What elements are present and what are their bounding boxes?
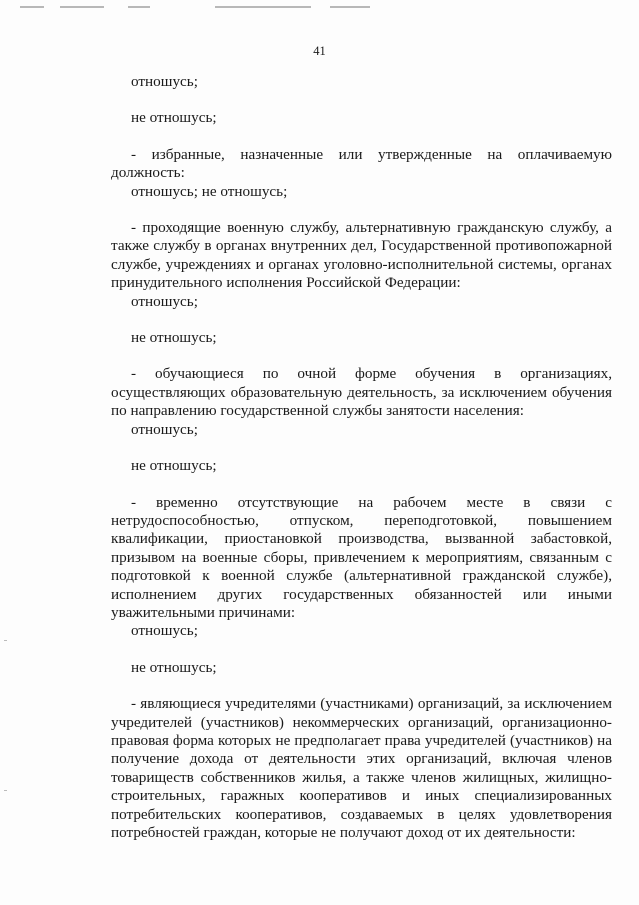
response-option: не отношусь; (131, 658, 217, 676)
response-option: не отношусь; (131, 457, 217, 475)
page-number: 41 (313, 44, 326, 58)
scan-artifact (4, 640, 7, 641)
category-paragraph: - временно отсутствующие на рабочем месте в связи с нетрудоспособностью, отпуском, переподготовкой, повышением квалификации, приостановкой производства, вызванной забастовкой, призывом на военные сборы, привлечением к мероприятиям, связанным с подготовкой к военной службе (альтернативной гражданской службе), исполнением других государственных обязанностей или иными уважительными причинами: (111, 493, 612, 621)
response-option: отношусь; не отношусь; (131, 182, 288, 200)
scan-artifact (128, 6, 150, 8)
document-body (111, 73, 612, 842)
response-option: не отношусь; (131, 329, 217, 347)
category-paragraph: - избранные, назначенные или утвержденные на оплачиваемую должность: (111, 145, 612, 182)
response-option: отношусь; (131, 292, 198, 310)
category-paragraph: - являющиеся учредителями (участниками) организаций, за исключением учредителей (участников) некоммерческих организаций, организационно-правовая форма которых не предполагает права учредителей (участников) на получение дохода от деятельности этих организаций, включая членов товариществ собственников жилья, а также членов жилищных, жилищно-строительных, гаражных кооперативов и иных специализированных потребительских кооперативов, создаваемых в целях удовлетворения потребностей граждан, которые не получают доход от их деятельности: (111, 695, 612, 841)
response-option: отношусь; (131, 622, 198, 640)
category-paragraph: - проходящие военную службу, альтернативную гражданскую службу, а также службу в органах внутренних дел, Государственной противопожарной службе, учреждениях и органах уголовно-исполнительной системы, органах принудительного исполнения Российской Федерации: (111, 219, 612, 292)
scan-artifact (20, 6, 44, 8)
response-option: отношусь; (131, 420, 198, 438)
response-option: не отношусь; (131, 109, 217, 127)
category-paragraph: - обучающиеся по очной форме обучения в организациях, осуществляющих образовательную деятельность, за исключением обучения по направлению государственной службы занятости населения: (111, 365, 612, 420)
scan-artifact (330, 6, 370, 8)
scan-artifact (60, 6, 104, 8)
scan-artifact (4, 790, 7, 791)
response-option: отношусь; (131, 73, 198, 90)
scan-artifact (215, 6, 311, 8)
